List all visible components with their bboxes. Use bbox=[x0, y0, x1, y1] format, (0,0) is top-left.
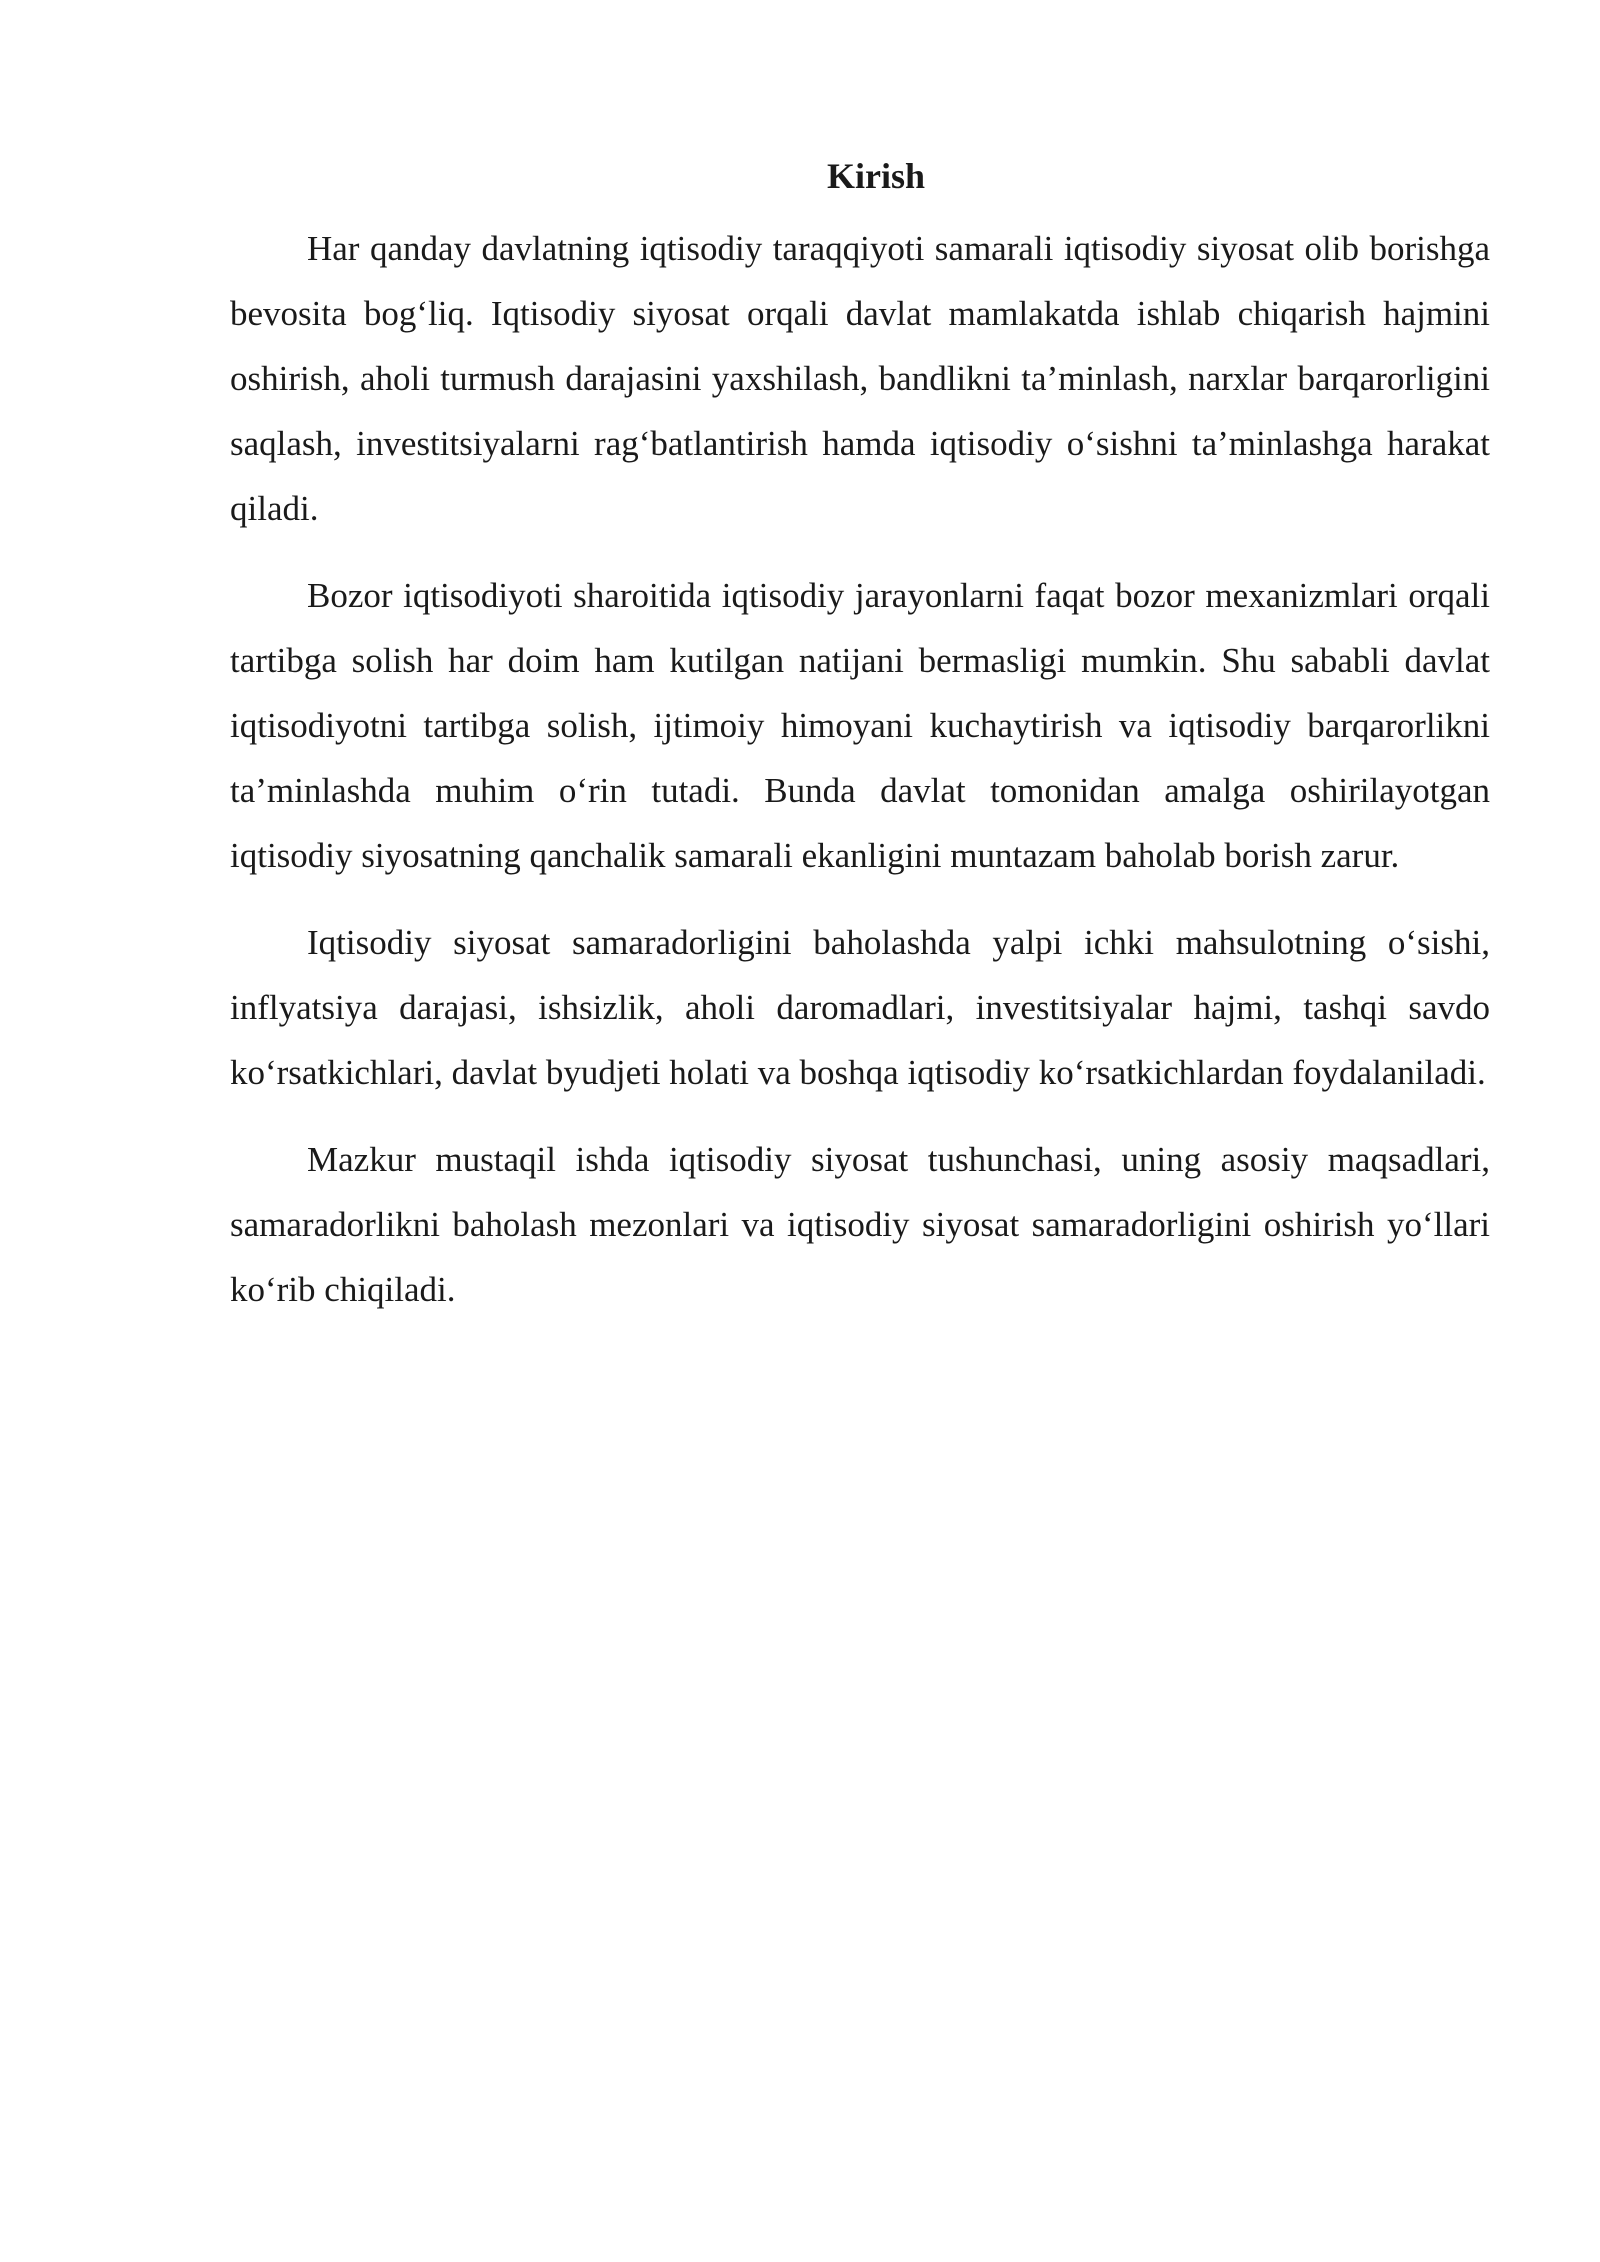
paragraph-1: Har qanday davlatning iqtisodiy taraqqiyoti samarali iqtisodiy siyosat olib borishga bevosita bog‘liq. Iqtisodiy siyosat orqali davlat mamlakatda ishlab chiqarish hajmini oshirish, aholi turmush darajasini yaxshilash, bandlikni ta’minlash, narxlar barqarorligini saqlash, investitsiyalarni rag‘batlantirish hamda iqtisodiy o‘sishni ta’minlashga harakat qiladi. bbox=[230, 229, 1490, 528]
document-body bbox=[230, 150, 1490, 1344]
page-title: Kirish bbox=[826, 156, 925, 196]
paragraph-2: Bozor iqtisodiyoti sharoitida iqtisodiy jarayonlarni faqat bozor mexanizmlari orqali tartibga solish har doim ham kutilgan natijani bermasligi mumkin. Shu sababli davlat iqtisodiyotni tartibga solish, ijtimoiy himoyani kuchaytirish va iqtisodiy barqarorlikni ta’minlashda muhim o‘rin tutadi. Bunda davlat tomonidan amalga oshirilayotgan iqtisodiy siyosatning qanchalik samarali ekanligini muntazam baholab borish zarur. bbox=[230, 576, 1490, 875]
paragraph-4: Mazkur mustaqil ishda iqtisodiy siyosat tushunchasi, uning asosiy maqsadlari, samaradorlikni baholash mezonlari va iqtisodiy siyosat samaradorligini oshirish yo‘llari ko‘rib chiqiladi. bbox=[230, 1140, 1490, 1309]
paragraph-3: Iqtisodiy siyosat samaradorligini baholashda yalpi ichki mahsulotning o‘sishi, inflyatsiya darajasi, ishsizlik, aholi daromadlari, investitsiyalar hajmi, tashqi savdo ko‘rsatkichlari, davlat byudjeti holati va boshqa iqtisodiy ko‘rsatkichlardan foydalaniladi. bbox=[230, 923, 1490, 1092]
